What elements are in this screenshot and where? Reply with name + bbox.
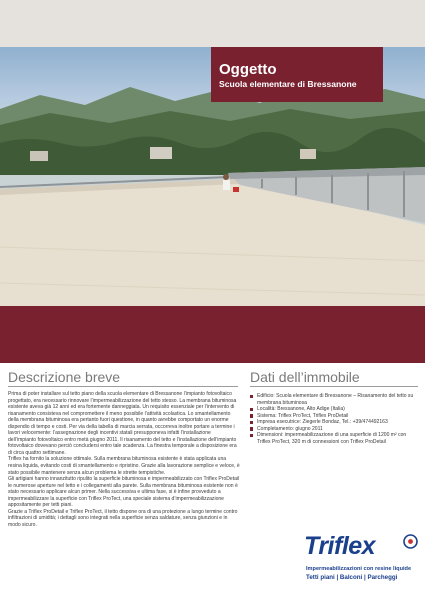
- square-bullet-icon: [250, 427, 253, 430]
- facts-item-text: Dimensioni: impermeabilizzazione di una superficie di 1200 m² con Triflex ProTect, 320 m di connessioni con Triflex ProDetail: [257, 432, 407, 445]
- triflex-logo: [304, 532, 420, 592]
- facts-list: [250, 393, 420, 445]
- description-heading: Descrizione breve: [8, 369, 121, 385]
- facts-rule: [250, 386, 418, 387]
- facts-item-text: Località: Bressanone, Alto Adige (Italia): [257, 406, 345, 413]
- square-bullet-icon: [250, 414, 253, 417]
- middle-band: [0, 306, 425, 363]
- logo-mark-icon: [403, 534, 418, 549]
- facts-item: [250, 393, 420, 406]
- facts-item-text: Impresa esecutrice: Ziegerle Bondaz, Tel.: +39/474492163: [257, 419, 388, 426]
- square-bullet-icon: [250, 434, 253, 437]
- square-bullet-icon: [250, 421, 253, 424]
- description-paragraph: Prima di poter installare sul tetto piano della scuola elementare di Bressanone l’impianto fotovoltaico progettato, era necessario rinnovare l’impermeabilizzazione del tetto stesso. La membrana bituminosa esistente aveva già 12 anni ed era fortemente danneggiata. Un requisito essenziale per l’intervento di risanamento consisteva nel compromettere il meno possibile l’attività scolastica. Lo smantellamento della membrana bituminosa era pertanto fuori questione, in quanto avrebbe comportato un enorme dispendio di tempo e costi. Per via della tabella di marcia serrata, occorreva inoltre portare a termine i lavori velocemente: l’assegnazione degli incentivi statali presupponeva infatti l’installazione dell’impianto fotovoltaico entro metà giugno 2011. Il risanamento del tetto e l’installazione dell’impianto fotovoltaico dovevano perciò concludersi entro tale scadenza. La finestra temporale a disposizione era di circa quattro settimane.: [8, 391, 237, 456]
- description-paragraph: Gli artigiani hanno innanzitutto ripulito la superficie bituminosa e impermeabilizzato con Triflex ProDetail le numerose aperture nel tetto e i collegamenti alla parete. Sulla membrana bituminosa esistente non è stato necessario applicare alcun primer. Nella successiva e ultima fase, si è infine provveduto a impermeabilizzare la superficie con Triflex ProTect, una speciale sistema d’impermeabilizzazione appositamente per tetti piani.: [8, 476, 240, 509]
- logo-wordmark: Triflex: [304, 532, 376, 560]
- description-paragraph: Triflex ha fornito la soluzione ottimale. Sulla membrana bituminosa esistente è stata applicata una resina liquida, evitando costi di smantellamento e ripristino. Grazie alla lavorazione semplice e veloce, è stato possibile mantenere senza alcun problema le strette tempistiche.: [8, 456, 240, 476]
- square-bullet-icon: [250, 408, 253, 411]
- facts-item-text: Edificio: Scuola elementare di Bressanone – Risanamento del tetto su membrana bituminosa: [257, 393, 414, 406]
- description-text: [8, 391, 240, 528]
- title-box: [211, 47, 383, 102]
- facts-item-text: Sistema: Triflex ProTect, Triflex ProDetail: [257, 412, 349, 419]
- square-bullet-icon: [250, 395, 253, 398]
- top-band: [0, 0, 425, 47]
- facts-item-text: Completamento: giugno 2011: [257, 425, 323, 432]
- description-paragraph: Grazie a Triflex ProDetail e Triflex ProTect, il tetto dispone ora di una protezione a lungo termine contro infiltrazioni di umidità; i dettagli sono integrati nella superficie senza saldature, senza giunzioni e in modo sicuro.: [8, 508, 238, 528]
- facts-heading: Dati dell’immobile: [250, 369, 360, 385]
- page-subtitle: Scuola elementare di Bressanone: [219, 79, 357, 89]
- logo-tagline: Impermeabilizzazioni con resine liquide: [306, 566, 412, 572]
- page-title: Oggetto: [219, 61, 277, 78]
- facts-item: [250, 432, 420, 445]
- logo-areas: Tetti piani | Balconi | Parcheggi: [306, 574, 398, 581]
- description-rule: [8, 386, 238, 387]
